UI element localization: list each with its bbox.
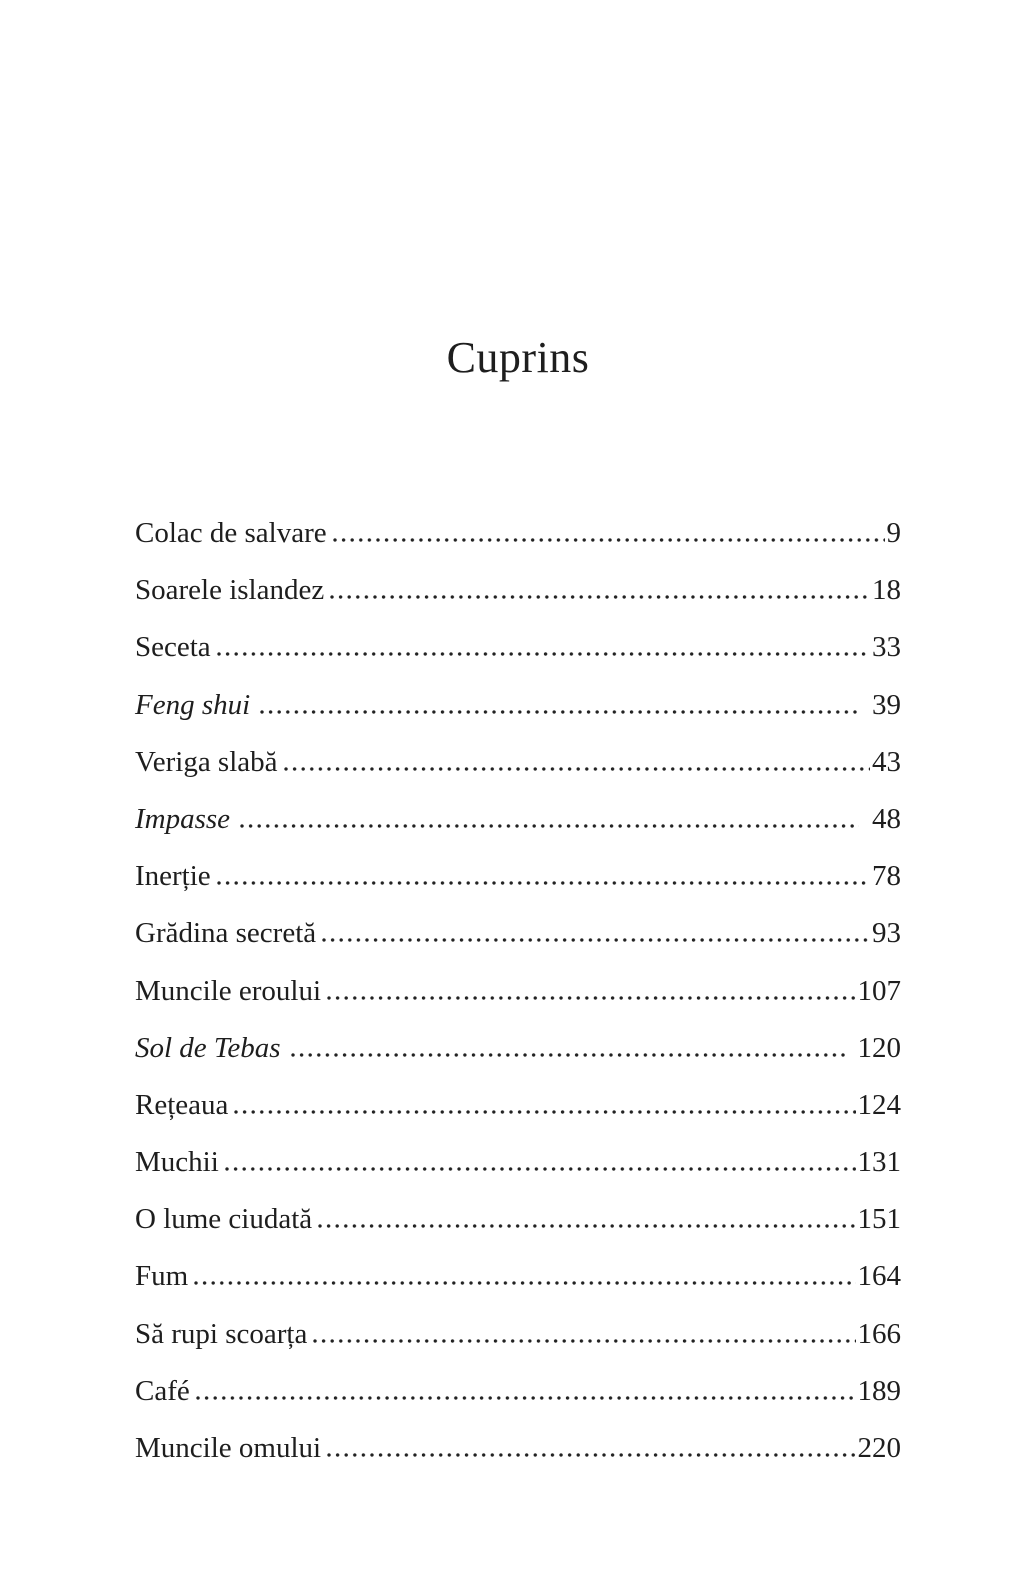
- dot-leader: [333, 538, 885, 542]
- toc-entry: [135, 734, 901, 791]
- toc-entry-title: Seceta: [135, 631, 211, 664]
- toc-entry-page-number: 107: [857, 974, 901, 1007]
- dot-leader: [225, 1167, 856, 1171]
- dot-leader: [327, 996, 855, 1000]
- toc-entry-title: Să rupi scoarța: [135, 1317, 308, 1350]
- dot-leader: [284, 767, 870, 771]
- toc-entry-title: Colac de salvare: [135, 517, 327, 549]
- toc-entry: [135, 848, 901, 905]
- toc-entry: [135, 677, 901, 734]
- toc-entry-page-number: 151: [857, 1203, 901, 1236]
- dot-leader: [196, 1396, 856, 1400]
- dot-leader: [327, 1453, 855, 1457]
- toc-entry-title: O lume ciudată: [135, 1203, 313, 1236]
- dot-leader: [217, 652, 870, 656]
- toc-entry-title: Rețeaua: [135, 1088, 229, 1121]
- page-title: Cuprins: [446, 333, 590, 382]
- toc-entry: [135, 1077, 901, 1134]
- toc-entry: [135, 505, 901, 562]
- toc-entry-page-number: 131: [857, 1146, 901, 1179]
- toc-entry-title: Sol de Tebas: [135, 1031, 281, 1064]
- toc-entry: [135, 1306, 901, 1363]
- toc-entry-title: Muncile eroului: [135, 974, 322, 1007]
- toc-entry-page-number: 39: [872, 688, 901, 721]
- dot-leader: [330, 595, 870, 599]
- toc-entry-page-number: 164: [857, 1260, 901, 1293]
- toc-entry: [135, 1134, 901, 1191]
- toc-entry-page-number: 33: [872, 631, 901, 664]
- toc-entry: [135, 791, 901, 848]
- dot-leader: [322, 938, 870, 942]
- toc-entry: [135, 905, 901, 962]
- toc-entry-title: Feng shui: [135, 688, 251, 721]
- toc-list: [135, 505, 901, 1477]
- toc-entry: [135, 1363, 901, 1420]
- toc-entry: [135, 963, 901, 1020]
- toc-entry-title: Veriga slabă: [135, 745, 278, 778]
- toc-entry-page-number: 124: [857, 1088, 901, 1121]
- toc-entry-title: Grădina secretă: [135, 917, 317, 950]
- toc-entry-page-number: 93: [872, 917, 901, 950]
- toc-entry: [135, 1248, 901, 1305]
- dot-leader: [217, 881, 870, 885]
- dot-leader: [313, 1339, 855, 1343]
- toc-entry-page-number: 120: [857, 1031, 901, 1064]
- toc-entry-page-number: 43: [872, 745, 901, 778]
- dot-leader: [260, 710, 859, 714]
- toc-entry-page-number: 78: [872, 860, 901, 893]
- toc-entry-title: Fum: [135, 1260, 189, 1293]
- toc-entry-title: Inerție: [135, 860, 211, 893]
- toc-entry-page-number: 9: [886, 517, 901, 549]
- dot-leader: [291, 1053, 845, 1057]
- toc-entry: [135, 619, 901, 676]
- toc-entry-title: Muncile omului: [135, 1432, 322, 1464]
- toc-entry: [135, 1020, 901, 1077]
- toc-entry-title: Soarele islandez: [135, 574, 325, 607]
- toc-entry-page-number: 220: [857, 1432, 901, 1464]
- dot-leader: [194, 1281, 855, 1285]
- dot-leader: [240, 824, 859, 828]
- toc-entry-title: Impasse: [135, 802, 231, 835]
- toc-entry: [135, 1420, 901, 1477]
- toc-entry-page-number: 18: [872, 574, 901, 607]
- toc-entry-page-number: 189: [857, 1374, 901, 1407]
- toc-entry: [135, 1191, 901, 1248]
- toc-entry-title: Muchii: [135, 1146, 219, 1179]
- toc-entry-title: Café: [135, 1374, 190, 1407]
- dot-leader: [234, 1110, 855, 1114]
- dot-leader: [318, 1224, 855, 1228]
- toc-entry: [135, 562, 901, 619]
- toc-entry-page-number: 166: [857, 1317, 901, 1350]
- toc-entry-page-number: 48: [872, 802, 901, 835]
